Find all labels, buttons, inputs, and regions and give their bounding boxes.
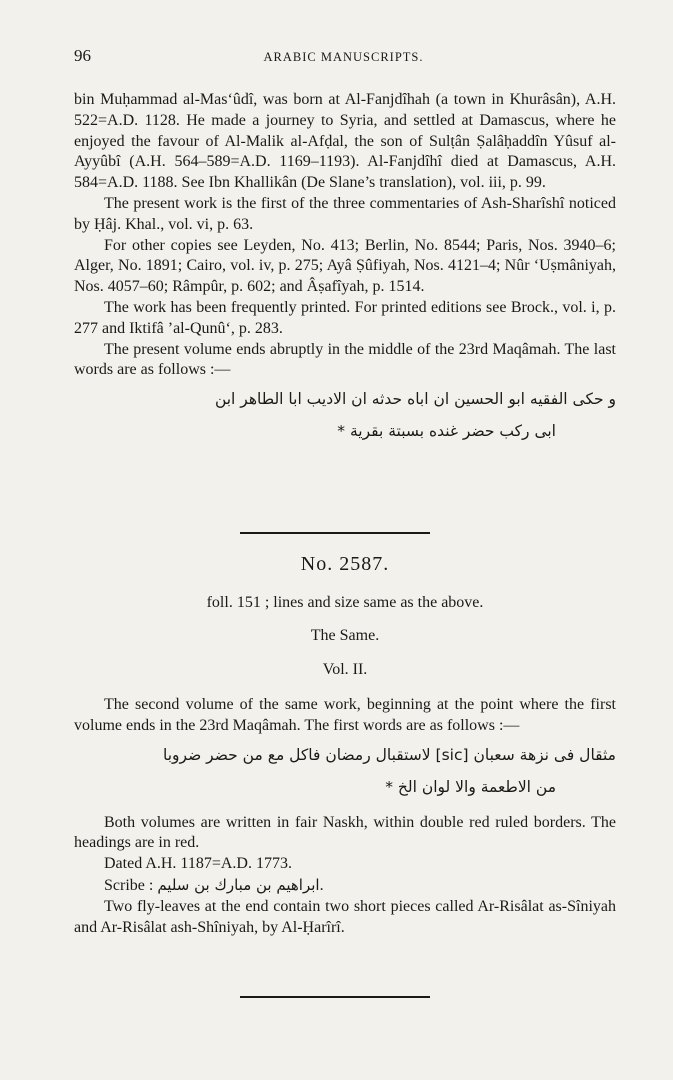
paragraph-commentaries: The present work is the first of the three commentaries of Ash-Sharîshî noticed by Ḥâj. Khal., vol. vi, p. 63. xyxy=(74,194,616,233)
dated-line: Dated A.H. 1187=A.D. 1773. xyxy=(104,855,292,873)
section-divider xyxy=(240,532,430,534)
entry-body xyxy=(74,695,616,938)
running-head: ARABIC MANUSCRIPTS. xyxy=(263,50,424,64)
entry-title: The Same. xyxy=(310,627,380,644)
paragraph-script: Both volumes are written in fair Naskh, within double red ruled borders. The headings are in red. xyxy=(74,813,616,852)
scribe-line: Scribe : ابراهيم بن مبارك بن سليم. xyxy=(104,875,324,894)
folio-line: foll. 151 ; lines and size same as the above. xyxy=(206,594,484,611)
top-section xyxy=(74,90,616,447)
bottom-divider xyxy=(240,996,430,998)
page-number: 96 xyxy=(74,46,91,65)
arabic-last-words-line-2: ابى ركب حضر غنده بسبتة بقرية * xyxy=(337,422,556,441)
paragraph-fly-leaves: Two fly-leaves at the end contain two short pieces called Ar-Risâlat as-Sîniyah and Ar-Risâlat ash-Shîniyah, by Al-Ḥarîrî. xyxy=(74,897,616,936)
paragraph-other-copies: For other copies see Leyden, No. 413; Berlin, No. 8544; Paris, Nos. 3940–6; Alger, No. 1891; Cairo, vol. iv, p. 275; Ayâ Ṣûfiyah, Nos. 4121–4; Nûr ‘Uṣmâniyah, Nos. 4057–60; Râmpûr, p. 602; and Âṣafîyah, p. 1514. xyxy=(74,236,616,296)
scribe-label: Scribe : xyxy=(104,876,154,894)
page-header xyxy=(74,46,613,70)
paragraph-last-words: The present volume ends abruptly in the middle of the 23rd Maqâmah. The last words are as follows :— xyxy=(74,340,616,379)
paragraph-biography: bin Muḥammad al-Mas‘ûdî, was born at Al-Fanjdîhah (a town in Khurâsân), A.H. 522=A.D. 1128. He made a journey to Syria, and settled at Damascus, where he enjoyed the favour of Al-Malik al-Afḍal, the son of Sulṭân Ṣalâḥaddîn Yûsuf al-Ayyûbî (A.H. 564–589=A.D. 1169–1193). Al-Fanjdîhî died at Damascus, A.H. 584=A.D. 1188. See Ibn Khallikân (De Slane’s translation), vol. iii, p. 99. xyxy=(74,91,616,192)
entry-volume: Vol. II. xyxy=(322,661,368,678)
arabic-first-words-line-2: من الاطعمة والا لوان الخ * xyxy=(385,777,556,796)
scribe-arabic-name: ابراهيم بن مبارك بن سليم xyxy=(157,875,320,894)
arabic-last-words-line-1: و حكى الفقيه ابو الحسين ان اباه حدثه ان الاديب ابا الطاهر ابن xyxy=(214,390,616,409)
entry-number: No. 2587. xyxy=(300,553,390,575)
paragraph-printed-editions: The work has been frequently printed. For printed editions see Brock., vol. i, p. 277 and Iktifâ ’al-Qunû‘, p. 283. xyxy=(74,298,616,337)
arabic-first-words-line-1: مثقال فى نزهة سعبان [sic] لاستقبال رمضان فاكل مع من حضر ضروبا xyxy=(163,745,616,764)
paragraph-first-words: The second volume of the same work, beginning at the point where the first volume ends in the 23rd Maqâmah. The first words are as follows :— xyxy=(74,696,616,734)
